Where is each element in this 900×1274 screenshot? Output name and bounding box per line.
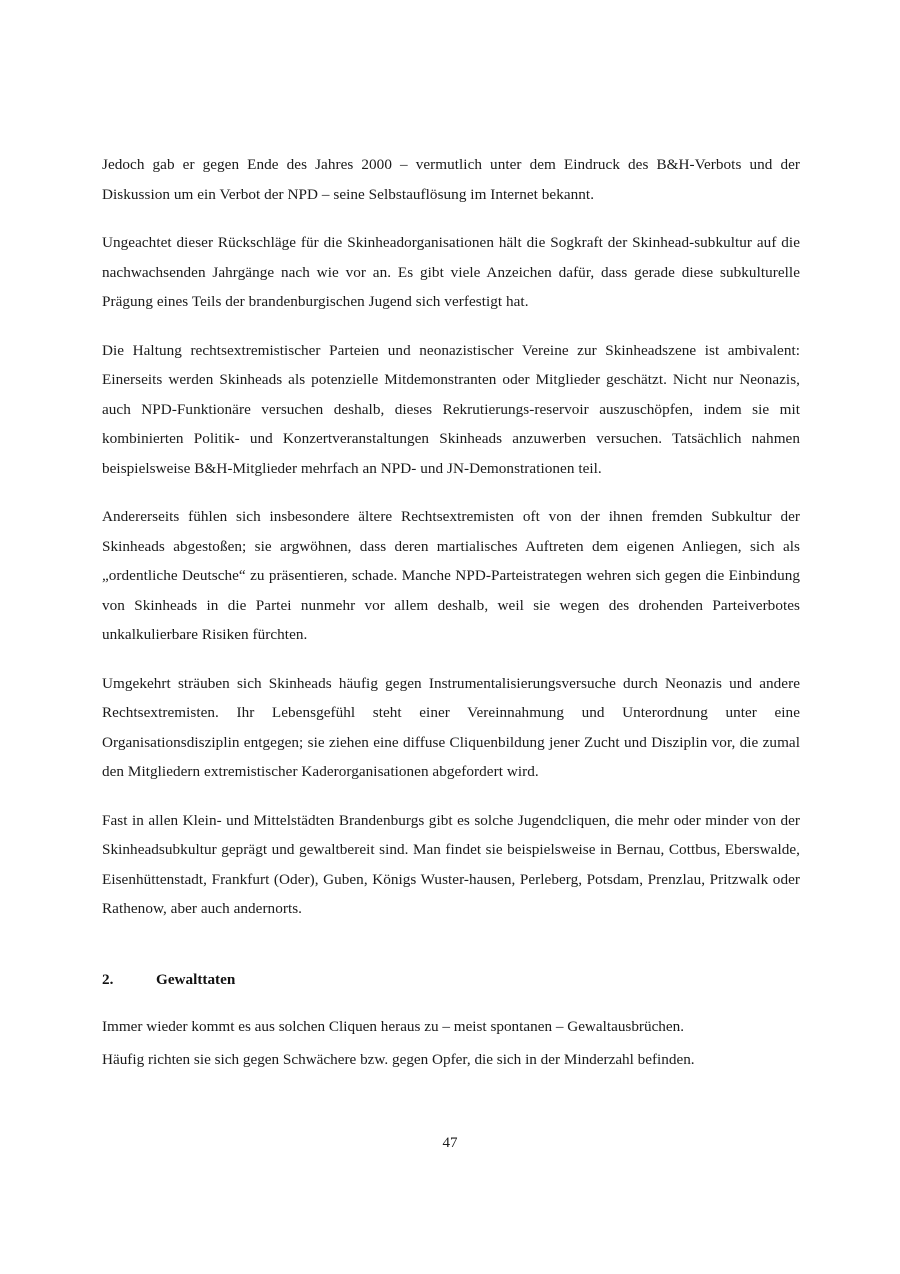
paragraph-6: Fast in allen Klein- und Mittelstädten Brandenburgs gibt es solche Jugendcliquen, die mehr oder minder von der Skinheadsubkultur geprägt und gewaltbereit sind. Man findet sie beispielsweise in Bernau, Cottbus, Eberswalde, Eisenhüttenstadt, Frankfurt (Oder), Guben, Königs Wuster-hausen, Perleberg, Potsdam, Prenzlau, Pritzwalk oder Rathenow, aber auch andernorts. <box>102 811 800 917</box>
paragraph-3: Die Haltung rechtsextremistischer Parteien und neonazistischer Vereine zur Skinheadszene ist ambivalent: Einerseits werden Skinheads als potenzielle Mitdemonstranten oder Mitglieder geschätzt. Nicht nur Neonazis, auch NPD-Funktionäre versuchen deshalb, dieses Rekrutierungs-reservoir auszuschöpfen, indem sie mit kombinierten Politik- und Konzertveranstaltungen Skinheads anzuwerben versuchen. Tatsächlich nahmen beispielsweise B&H-Mitglieder mehrfach an NPD- und JN-Demonstrationen teil. <box>102 341 800 477</box>
paragraph-5: Umgekehrt sträuben sich Skinheads häufig gegen Instrumentalisierungsversuche durch Neonazis und andere Rechtsextremisten. Ihr Lebensgefühl steht einer Vereinnahmung und Unterordnung unter eine Organisationsdisziplin entgegen; sie ziehen eine diffuse Cliquenbildung jener Zucht und Disziplin vor, die zumal den Mitgliedern extremistischer Kaderorganisationen abgefordert wird. <box>102 674 800 780</box>
section-heading <box>102 968 800 992</box>
page-body <box>102 150 800 1079</box>
section-paragraph-1: Immer wieder kommt es aus solchen Cliquen heraus zu – meist spontanen – Gewaltausbrüchen. <box>102 1017 685 1035</box>
page-number: 47 <box>442 1135 458 1151</box>
paragraph-1: Jedoch gab er gegen Ende des Jahres 2000 – vermutlich unter dem Eindruck des B&H-Verbots und der Diskussion um ein Verbot der NPD – seine Selbstauflösung im Internet bekannt. <box>102 156 800 203</box>
paragraph-2: Ungeachtet dieser Rückschläge für die Skinheadorganisationen hält die Sogkraft der Skinhead-subkultur auf die nachwachsenden Jahrgänge nach wie vor an. Es gibt viele Anzeichen dafür, dass gerade diese subkulturelle Prägung eines Teils der brandenburgischen Jugend sich verfestigt hat. <box>102 234 800 310</box>
paragraph-4: Andererseits fühlen sich insbesondere ältere Rechtsextremisten oft von der ihnen fremden Subkultur der Skinheads abgestoßen; sie argwöhnen, dass deren martialisches Auftreten dem eigenen Anliegen, sich als „ordentliche Deutsche“ zu präsentieren, schade. Manche NPD-Parteistrategen wehren sich gegen die Einbindung von Skinheads in die Partei nunmehr vor allem deshalb, weil sie wegen des drohenden Parteiverbotes unkalkulierbare Risiken fürchten. <box>102 508 800 643</box>
section-number: 2. <box>102 970 114 988</box>
section-title: Gewalttaten <box>156 970 236 988</box>
section-paragraph-2: Häufig richten sie sich gegen Schwächere bzw. gegen Opfer, die sich in der Minderzahl befinden. <box>102 1051 695 1068</box>
